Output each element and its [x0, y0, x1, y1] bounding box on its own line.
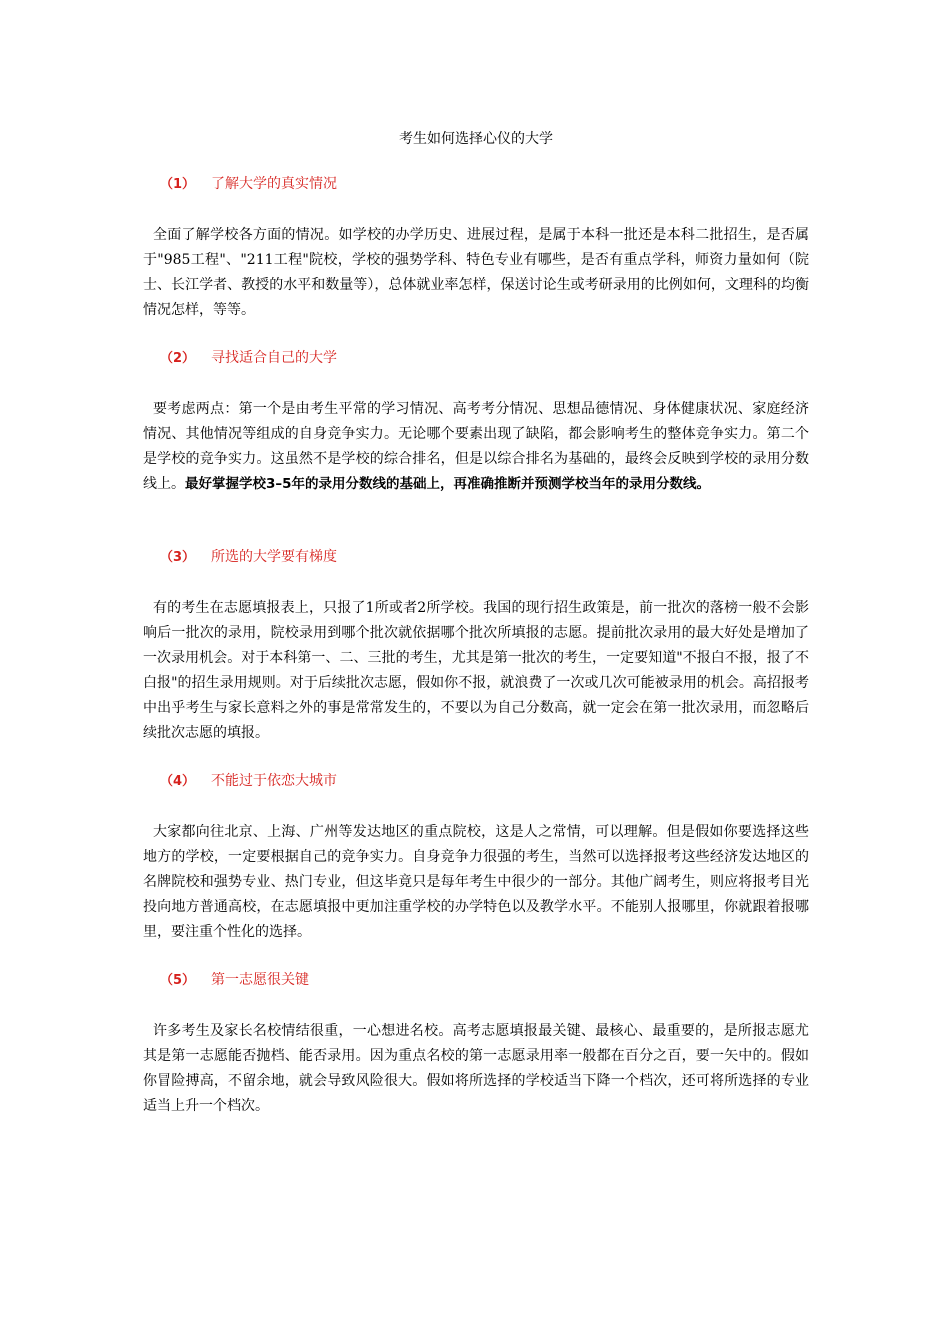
- section-heading: [143, 970, 809, 990]
- section-body: [143, 397, 809, 497]
- document-title: 考生如何选择心仪的大学: [399, 131, 553, 147]
- section-number: （5）: [160, 973, 196, 988]
- section-body: 大家都向往北京、上海、广州等发达地区的重点院校，这是人之常情，可以理解。但是假如你要选择这些地方的学校，一定要根据自己的竞争实力。自身竞争力很强的考生，当然可以选择报考这些经济发达地区的名牌院校和强势专业、热门专业，但这毕竟只是每年考生中很少的一部分。其他广阔考生，则应将报考目光投向地方普通高校，在志愿填报中更加注重学校的办学特色以及教学水平。不能别人报哪里，你就跟着报哪里，要注重个性化的选择。: [143, 824, 809, 940]
- section-5: [143, 970, 809, 1119]
- section-body: 许多考生及家长名校情结很重，一心想进名校。高考志愿填报最关键、最核心、最重要的，是所报志愿尤其是第一志愿能否抛档、能否录用。因为重点名校的第一志愿录用率一般都在百分之百，要一矢中的。假如你冒险搏高，不留余地，就会导致风险很大。假如将所选择的学校适当下降一个档次，还可将所选择的专业适当上升一个档次。: [143, 1023, 809, 1114]
- section-heading: [143, 547, 809, 567]
- section-title: 寻找适合自己的大学: [211, 350, 337, 366]
- section-number: （3）: [160, 550, 196, 565]
- section-body: 有的考生在志愿填报表上，只报了1所或者2所学校。我国的现行招生政策是，前一批次的落榜一般不会影响后一批次的录用，院校录用到哪个批次就依据哪个批次所填报的志愿。提前批次录用的最大好处是增加了一次录用机会。对于本科第一、二、三批的考生，尤其是第一批次的考生，一定要知道"不报白不报，报了不白报"的招生录用规则。对于后续批次志愿，假如你不报，就浪费了一次或几次可能被录用的机会。高招报考中出乎考生与家长意料之外的事是常常发生的，不要以为自己分数高，就一定会在第一批次录用，而忽略后续批次志愿的填报。: [143, 600, 809, 741]
- section-body-bold-text: 最好掌握学校3–5年的录用分数线的基础上，再准确推断并预测学校当年的录用分数线。: [185, 476, 711, 492]
- section-title: 了解大学的真实情况: [211, 176, 337, 192]
- section-heading: [143, 771, 809, 791]
- section-heading: [143, 174, 809, 194]
- section-1: [143, 174, 809, 323]
- section-number: （2）: [160, 351, 196, 366]
- section-2: [143, 348, 809, 497]
- section-4: [143, 771, 809, 945]
- section-heading: [143, 348, 809, 368]
- section-title: 不能过于依恋大城市: [211, 773, 337, 789]
- section-title: 第一志愿很关键: [211, 972, 309, 988]
- section-body-text: 要考虑两点：第一个是由考生平常的学习情况、高考考分情况、思想品德情况、身体健康状况、家庭经济情况、其他情况等组成的自身竞争实力。无论哪个要素出现了缺陷，都会影响考生的整体竞争实力。第二个是学校的竞争实力。这虽然不是学校的综合排名，但是以综合排名为基础的，最终会反映到学校的录用分数线上。: [143, 401, 809, 492]
- section-number: （1）: [160, 177, 196, 192]
- section-number: （4）: [160, 774, 196, 789]
- section-3: [143, 547, 809, 746]
- section-title: 所选的大学要有梯度: [211, 549, 337, 565]
- section-body: 全面了解学校各方面的情况。如学校的办学历史、进展过程，是属于本科一批还是本科二批招生，是否属于"985工程"、"211工程"院校，学校的强势学科、特色专业有哪些，是否有重点学科，师资力量如何（院士、长江学者、教授的水平和数量等），总体就业率怎样，保送讨论生或考研录用的比例如何，文理科的均衡情况怎样，等等。: [143, 227, 809, 318]
